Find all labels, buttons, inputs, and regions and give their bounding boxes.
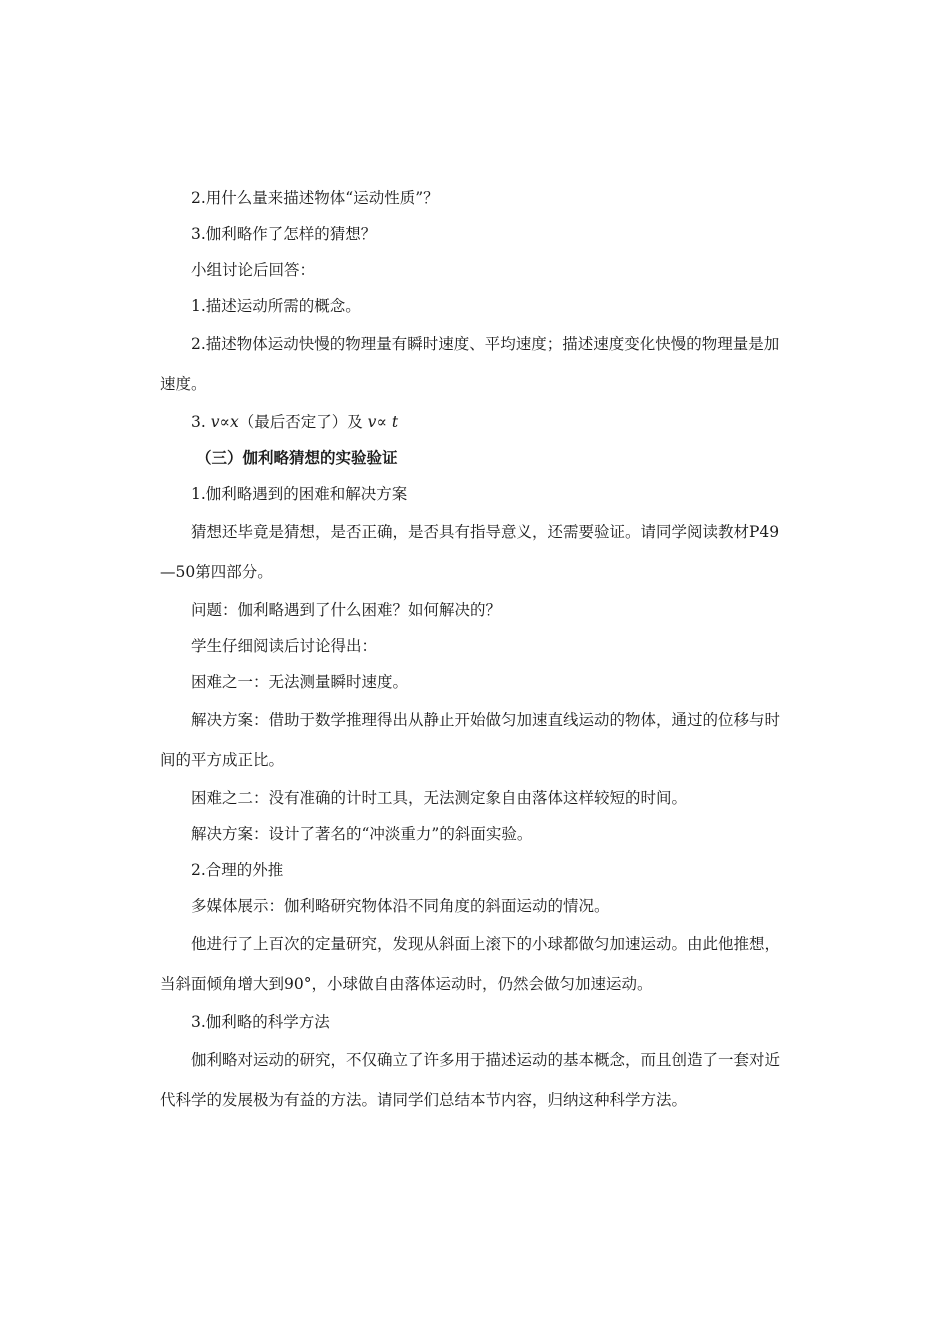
document-content	[160, 180, 780, 1120]
paragraph: 学生仔细阅读后讨论得出：	[191, 637, 378, 655]
subheading: 2.合理的外推	[191, 861, 284, 879]
subheading: 3.伽利略的科学方法	[191, 1013, 330, 1031]
formula-prefix: 3.	[191, 413, 211, 431]
paragraph: 猜想还毕竟是猜想，是否正确，是否具有指导意义，还需要验证。请同学阅读教材P49—50第四部分。	[160, 523, 780, 581]
subheading: 1.伽利略遇到的困难和解决方案	[191, 485, 408, 503]
difficulty-line: 困难之一：无法测量瞬时速度。	[191, 673, 409, 691]
paragraph: 伽利略对运动的研究，不仅确立了许多用于描述运动的基本概念，而且创造了一套对近代科学的发展极为有益的方法。请同学们总结本节内容，归纳这种科学方法。	[160, 1051, 781, 1109]
difficulty-line: 困难之二：没有准确的计时工具，无法测定象自由落体这样较短的时间。	[191, 789, 688, 807]
solution-line: 解决方案：设计了著名的“冲淡重力”的斜面实验。	[191, 825, 533, 843]
question-line: 2.用什么量来描述物体“运动性质”？	[191, 189, 439, 207]
paragraph: 多媒体展示：伽利略研究物体沿不同角度的斜面运动的情况。	[191, 897, 610, 915]
paragraph: 他进行了上百次的定量研究，发现从斜面上滚下的小球都做匀加速运动。由此他推想，当斜面倾角增大到90°，小球做自由落体运动时，仍然会做匀加速运动。	[160, 935, 781, 993]
question-line: 3.伽利略作了怎样的猜想？	[191, 225, 377, 243]
velocity-symbol: v	[367, 413, 377, 431]
proportional-symbol: ∝	[376, 413, 392, 431]
formula-line	[160, 404, 780, 440]
time-symbol: t	[391, 413, 399, 431]
question-line: 问题：伽利略遇到了什么困难？如何解决的？	[191, 601, 502, 619]
proportional-symbol: ∝	[219, 413, 230, 431]
velocity-symbol: v	[210, 413, 220, 431]
displacement-symbol: x	[229, 413, 239, 431]
section-heading: （三）伽利略猜想的实验验证	[196, 449, 398, 467]
answer-paragraph: 2.描述物体运动快慢的物理量有瞬时速度、平均速度；描述速度变化快慢的物理量是加速度。	[160, 335, 780, 393]
answer-line: 1.描述运动所需的概念。	[191, 297, 361, 315]
formula-note: （最后否定了）及	[238, 413, 368, 431]
solution-paragraph: 解决方案：借助于数学推理得出从静止开始做匀加速直线运动的物体，通过的位移与时间的平方成正比。	[160, 711, 781, 769]
paragraph: 小组讨论后回答：	[191, 261, 316, 279]
